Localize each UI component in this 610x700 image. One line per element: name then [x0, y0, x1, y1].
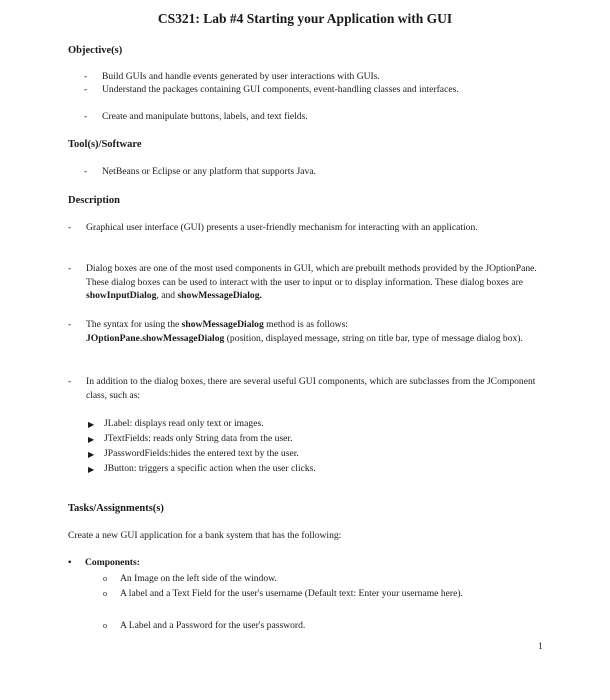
- page-title: CS321: Lab #4 Starting your Application with GUI: [157, 11, 453, 26]
- description-item: - The syntax for using the showMessageDialog method is as follows: JOptionPane.showMessageDialog (position, displayed message, string on title bar, type of message dialog box).: [68, 319, 523, 344]
- task-component-item: o A label and a Text Field for the user's username (Default text: Enter your username here).: [103, 588, 463, 599]
- tasks-heading: Tasks/Assignments(s): [68, 503, 164, 514]
- gui-component-item: ▶ JPasswordFields:hides the entered text by the user.: [88, 448, 299, 459]
- description-item: - Graphical user interface (GUI) presents a user-friendly mechanism for interacting with an application.: [68, 222, 478, 233]
- tasks-intro: Create a new GUI application for a bank system that has the following:: [68, 530, 342, 541]
- description-heading: Description: [68, 195, 120, 206]
- task-component-item: o A Label and a Password for the user's password.: [103, 620, 306, 631]
- gui-component-item: ▶ JLabel: displays read only text or images.: [88, 418, 264, 429]
- tool-item: - NetBeans or Eclipse or any platform that supports Java.: [84, 166, 316, 177]
- page-number: 1: [538, 641, 543, 652]
- tools-heading: Tool(s)/Software: [68, 139, 142, 150]
- gui-component-item: ▶ JButton: triggers a specific action when the user clicks.: [88, 463, 316, 474]
- gui-component-item: ▶ JTextFields: reads only String data from the user.: [88, 433, 293, 444]
- objective-item: - Create and manipulate buttons, labels, and text fields.: [84, 111, 308, 122]
- description-item: - Dialog boxes are one of the most used components in GUI, which are prebuilt methods provided by the JOptionPane. These dialog boxes can be used to interact with the user to input or to display information. These dialog boxes are showInputDialog, and showMessageDialog.: [68, 263, 537, 301]
- components-bullet: • Components:: [68, 557, 140, 568]
- objective-item: - Understand the packages containing GUI components, event-handling classes and interfaces.: [84, 84, 459, 95]
- description-item: - In addition to the dialog boxes, there are several useful GUI components, which are subclasses from the JComponent class, such as:: [68, 376, 536, 401]
- objectives-heading: Objective(s): [68, 45, 123, 56]
- task-component-item: o An Image on the left side of the window.: [103, 573, 277, 584]
- objective-item: - Build GUIs and handle events generated by user interactions with GUIs.: [84, 71, 380, 82]
